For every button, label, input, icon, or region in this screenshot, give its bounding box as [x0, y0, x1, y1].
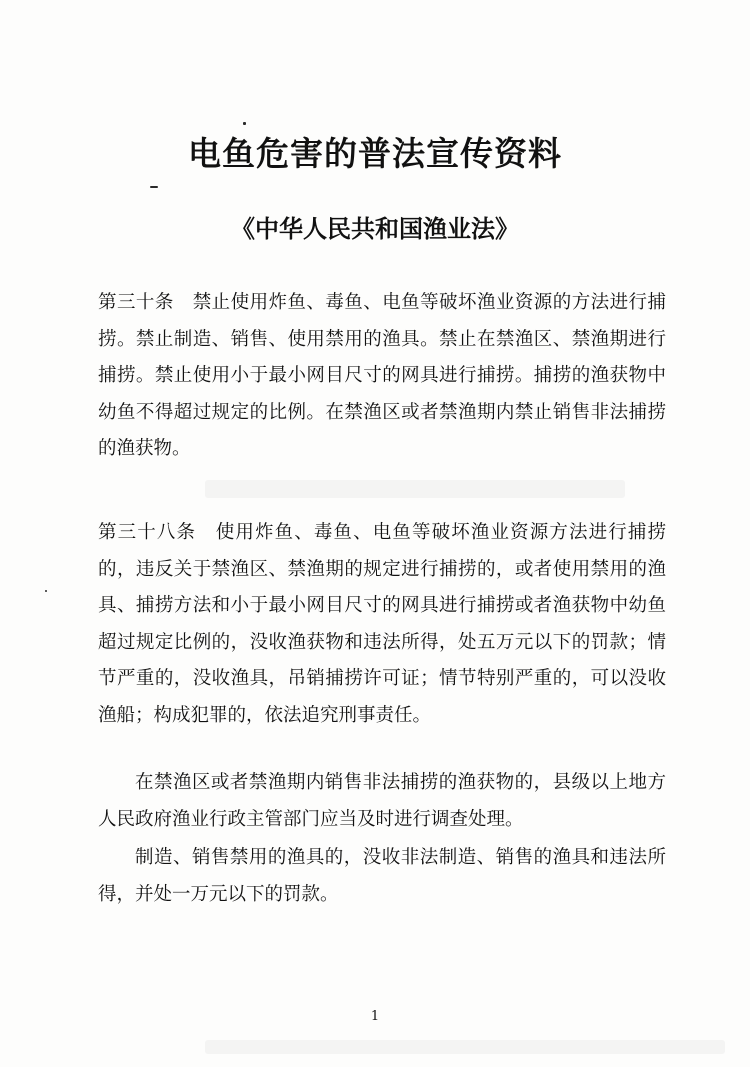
page-number: 1: [370, 1009, 380, 1024]
law-name: 《中华人民共和国渔业法》: [231, 214, 519, 243]
document-title: 电鱼危害的普法宣传资料: [188, 134, 562, 173]
article-38-clause-3: 制造、销售禁用的渔具的，没收非法制造、销售的渔具和违法所得，并处一万元以下的罚款。: [98, 847, 666, 905]
scan-shadow: [205, 1040, 725, 1054]
scan-speck: [45, 590, 47, 592]
article-38-clause-2: 在禁渔区或者禁渔期内销售非法捕捞的渔获物的，县级以上地方人民政府渔业行政主管部门应当及时进行调查处理。: [98, 772, 666, 830]
scan-shadow: [205, 480, 625, 498]
scan-speck: [150, 186, 158, 188]
article-30-paragraph: 第三十条 禁止使用炸鱼、毒鱼、电鱼等破坏渔业资源的方法进行捕捞。禁止制造、销售、使用禁用的渔具。禁止在禁渔区、禁渔期进行捕捞。禁止使用小于最小网目尺寸的网具进行捕捞。捕捞的渔获物中幼鱼不得超过规定的比例。在禁渔区或者禁渔期内禁止销售非法捕捞的渔获物。: [98, 292, 666, 459]
scan-speck: [243, 122, 246, 125]
article-38-paragraph: 第三十八条 使用炸鱼、毒鱼、电鱼等破坏渔业资源方法进行捕捞的，违反关于禁渔区、禁渔期的规定进行捕捞的，或者使用禁用的渔具、捕捞方法和小于最小网目尺寸的网具进行捕捞或者渔获物中幼鱼超过规定比例的，没收渔获物和违法所得，处五万元以下的罚款；情节严重的，没收渔具，吊销捕捞许可证；情节特别严重的，可以没收渔船；构成犯罪的，依法追究刑事责任。: [98, 522, 666, 726]
